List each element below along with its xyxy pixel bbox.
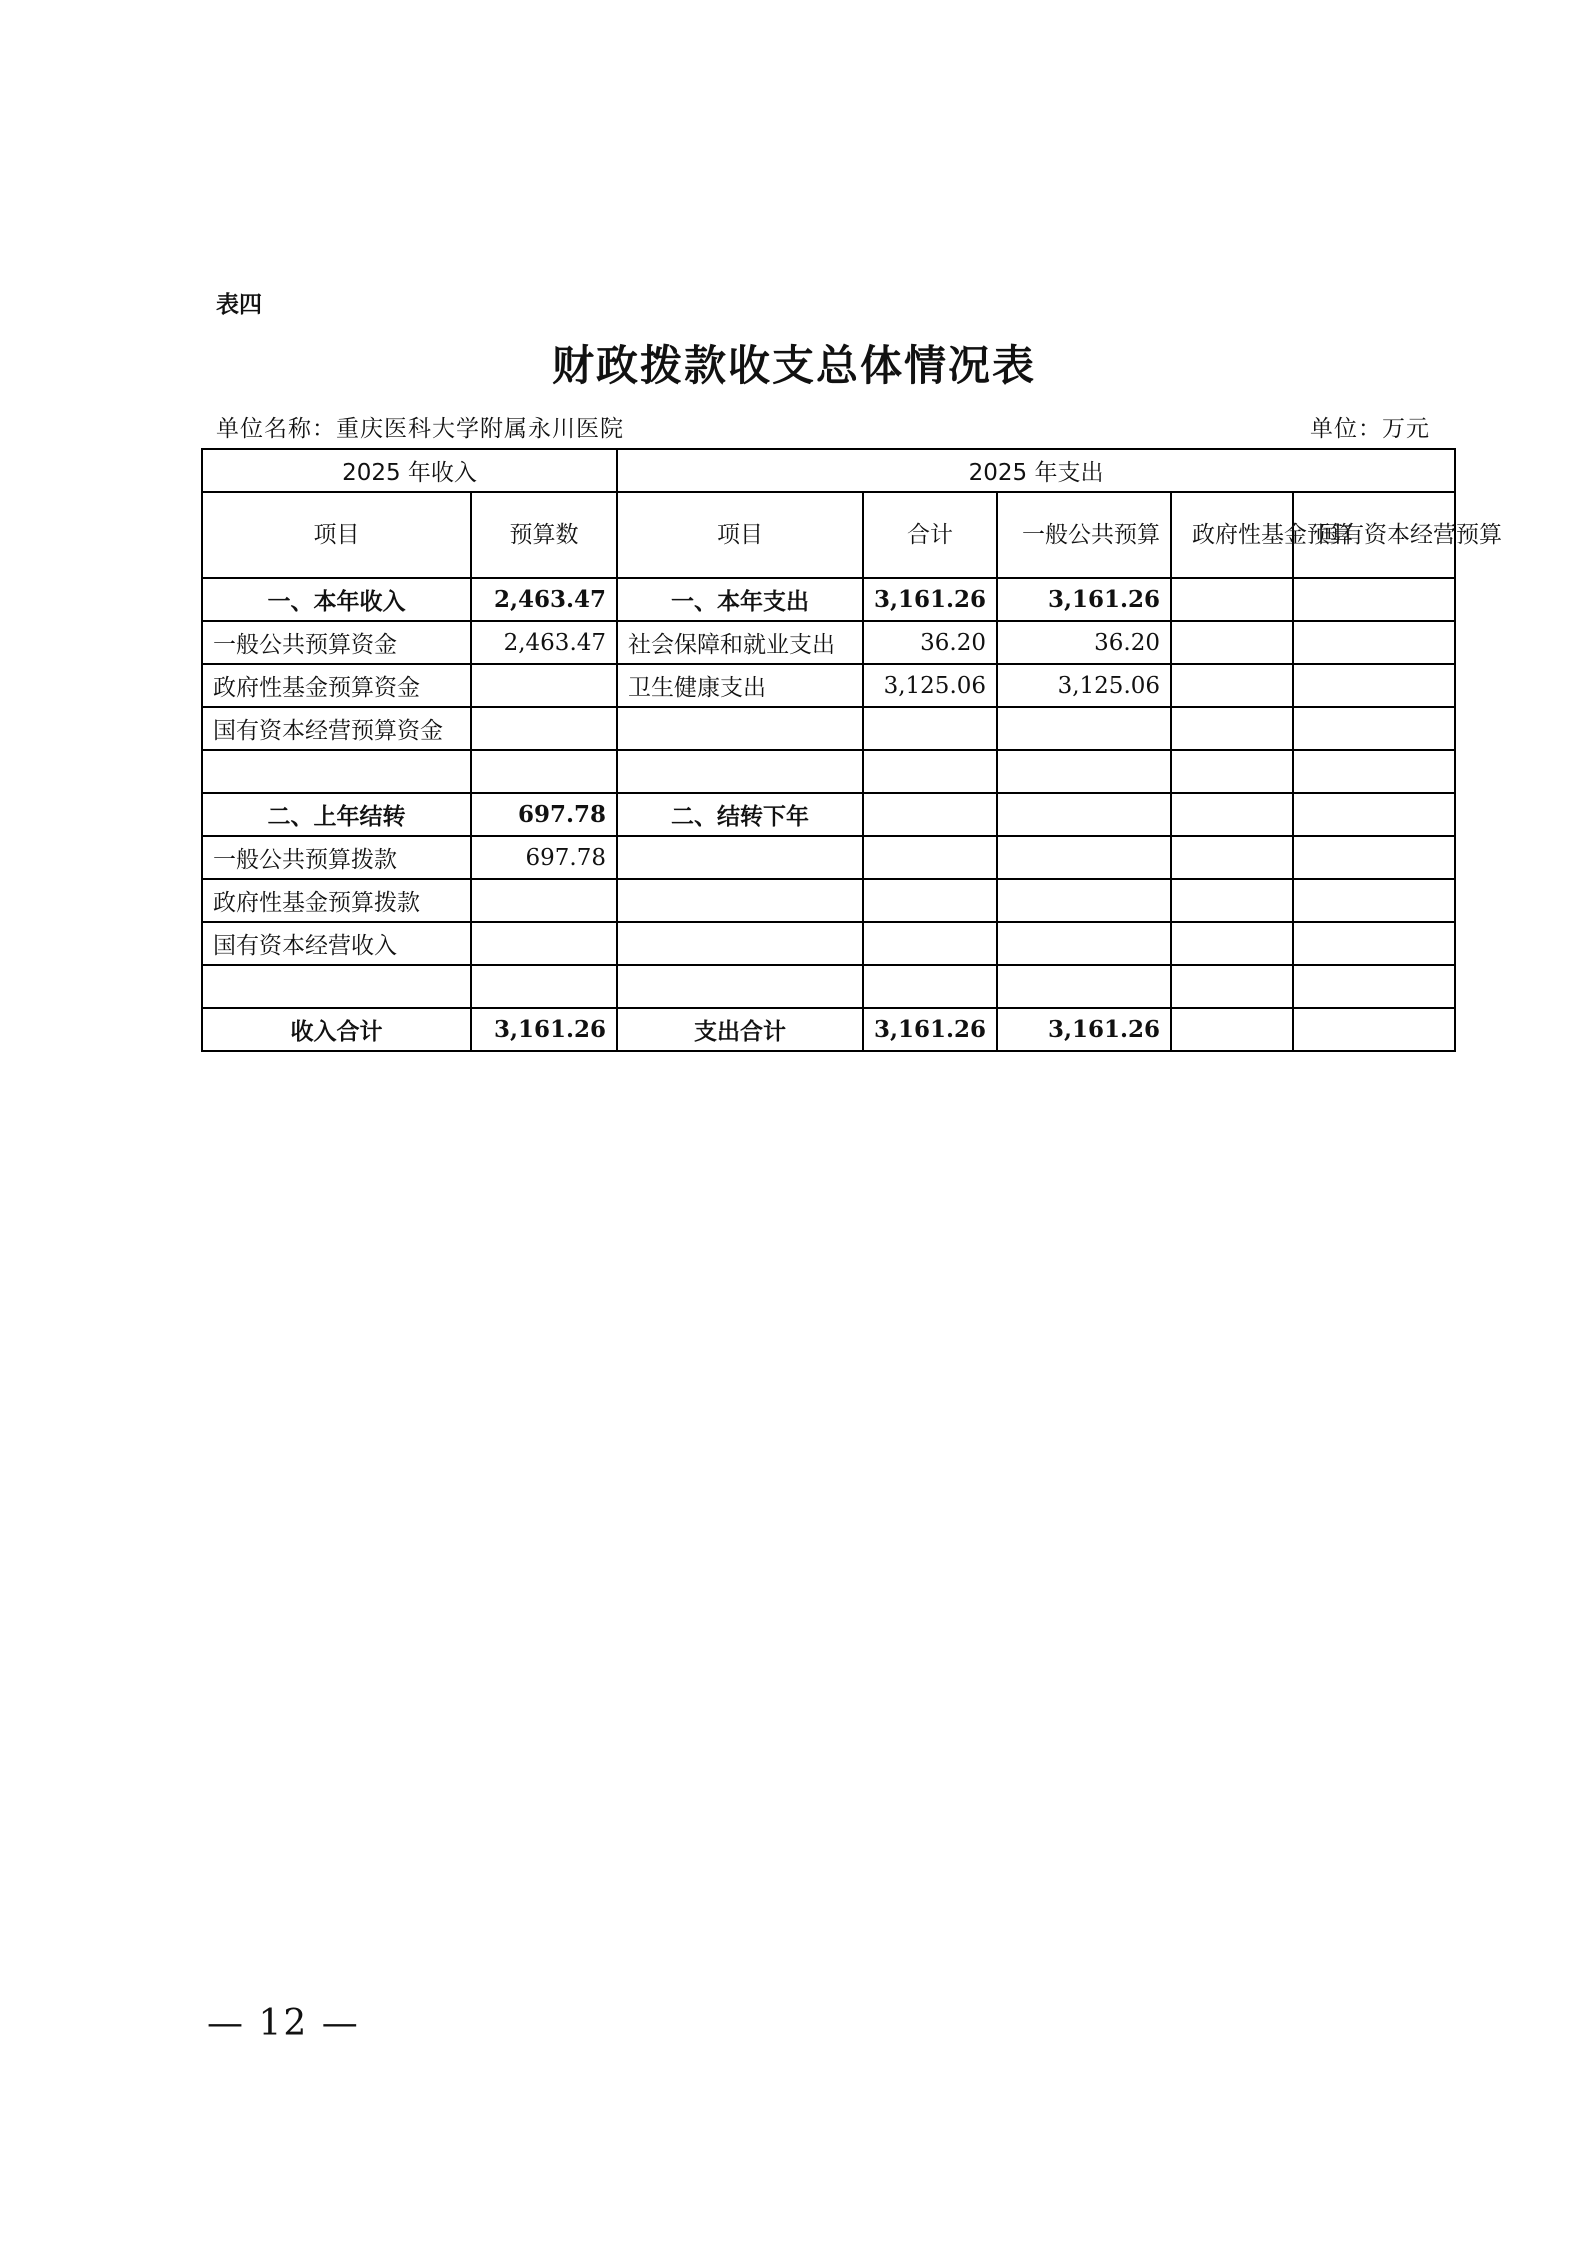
cell-total bbox=[863, 836, 997, 879]
table-row bbox=[202, 621, 1455, 664]
cell-state-capital bbox=[1293, 621, 1455, 664]
cell-state-capital bbox=[1293, 879, 1455, 922]
cell-income-item: 政府性基金预算拨款 bbox=[202, 879, 471, 922]
cell-income-item: 收入合计 bbox=[202, 1008, 471, 1051]
cell-expense-item bbox=[617, 750, 863, 793]
cell-total bbox=[863, 707, 997, 750]
cell-expense-item bbox=[617, 707, 863, 750]
cell-income-item bbox=[202, 750, 471, 793]
cell-gov-fund bbox=[1171, 707, 1293, 750]
cell-total: 3,125.06 bbox=[863, 664, 997, 707]
cell-general-public bbox=[997, 879, 1171, 922]
cell-gov-fund bbox=[1171, 965, 1293, 1008]
cell-income-budget bbox=[471, 879, 617, 922]
cell-total: 3,161.26 bbox=[863, 578, 997, 621]
table-row bbox=[202, 750, 1455, 793]
cell-general-public bbox=[997, 965, 1171, 1008]
cell-gov-fund bbox=[1171, 836, 1293, 879]
cell-gov-fund bbox=[1171, 578, 1293, 621]
cell-expense-item: 社会保障和就业支出 bbox=[617, 621, 863, 664]
cell-expense-item bbox=[617, 879, 863, 922]
table-row bbox=[202, 922, 1455, 965]
cell-gov-fund bbox=[1171, 879, 1293, 922]
table-label: 表四 bbox=[216, 292, 262, 318]
cell-expense-item: 支出合计 bbox=[617, 1008, 863, 1051]
cell-income-item: 一般公共预算资金 bbox=[202, 621, 471, 664]
table-row bbox=[202, 664, 1455, 707]
income-item-header: 项目 bbox=[202, 492, 471, 578]
cell-income-budget bbox=[471, 664, 617, 707]
general-public-header: 一般公共预算 bbox=[997, 492, 1171, 578]
financial-table bbox=[201, 448, 1503, 1052]
cell-general-public bbox=[997, 707, 1171, 750]
total-header: 合计 bbox=[863, 492, 997, 578]
table-row bbox=[202, 793, 1455, 836]
cell-state-capital bbox=[1293, 750, 1455, 793]
cell-state-capital bbox=[1293, 922, 1455, 965]
document-title: 财政拨款收支总体情况表 bbox=[551, 341, 1036, 390]
cell-total: 36.20 bbox=[863, 621, 997, 664]
expense-item-header: 项目 bbox=[617, 492, 863, 578]
cell-gov-fund bbox=[1171, 621, 1293, 664]
cell-general-public bbox=[997, 793, 1171, 836]
cell-general-public bbox=[997, 922, 1171, 965]
cell-income-item: 一、本年收入 bbox=[202, 578, 471, 621]
cell-gov-fund bbox=[1171, 1008, 1293, 1051]
cell-income-budget: 2,463.47 bbox=[471, 578, 617, 621]
cell-expense-item bbox=[617, 836, 863, 879]
cell-general-public: 36.20 bbox=[997, 621, 1171, 664]
cell-expense-item: 卫生健康支出 bbox=[617, 664, 863, 707]
cell-total bbox=[863, 922, 997, 965]
table-row bbox=[202, 836, 1455, 879]
cell-income-item: 国有资本经营收入 bbox=[202, 922, 471, 965]
cell-total bbox=[863, 879, 997, 922]
income-group-header: 2025 年收入 bbox=[202, 449, 617, 492]
header-group-row bbox=[202, 449, 1455, 492]
cell-total: 3,161.26 bbox=[863, 1008, 997, 1051]
table-row bbox=[202, 879, 1455, 922]
cell-general-public bbox=[997, 836, 1171, 879]
cell-income-budget: 697.78 bbox=[471, 793, 617, 836]
gov-fund-header: 政府性基金预算 bbox=[1171, 492, 1293, 578]
cell-state-capital bbox=[1293, 578, 1455, 621]
cell-income-budget: 697.78 bbox=[471, 836, 617, 879]
cell-general-public: 3,125.06 bbox=[997, 664, 1171, 707]
cell-income-item: 政府性基金预算资金 bbox=[202, 664, 471, 707]
cell-income-item: 二、上年结转 bbox=[202, 793, 471, 836]
cell-income-budget: 2,463.47 bbox=[471, 621, 617, 664]
cell-expense-item: 二、结转下年 bbox=[617, 793, 863, 836]
income-budget-header: 预算数 bbox=[471, 492, 617, 578]
expense-group-header: 2025 年支出 bbox=[617, 449, 1455, 492]
table-row bbox=[202, 1008, 1455, 1051]
table-row bbox=[202, 965, 1455, 1008]
cell-total bbox=[863, 750, 997, 793]
cell-income-budget: 3,161.26 bbox=[471, 1008, 617, 1051]
cell-general-public bbox=[997, 750, 1171, 793]
cell-general-public: 3,161.26 bbox=[997, 1008, 1171, 1051]
cell-income-budget bbox=[471, 750, 617, 793]
cell-income-budget bbox=[471, 922, 617, 965]
cell-state-capital bbox=[1293, 707, 1455, 750]
table-row bbox=[202, 707, 1455, 750]
unit-name: 单位名称：重庆医科大学附属永川医院 bbox=[216, 416, 624, 442]
table-row bbox=[202, 578, 1455, 621]
cell-income-item: 一般公共预算拨款 bbox=[202, 836, 471, 879]
cell-gov-fund bbox=[1171, 922, 1293, 965]
cell-gov-fund bbox=[1171, 793, 1293, 836]
cell-income-budget bbox=[471, 965, 617, 1008]
cell-expense-item bbox=[617, 922, 863, 965]
cell-state-capital bbox=[1293, 1008, 1455, 1051]
cell-income-item: 国有资本经营预算资金 bbox=[202, 707, 471, 750]
page-number: — 12 — bbox=[207, 2003, 360, 2044]
cell-income-item bbox=[202, 965, 471, 1008]
cell-state-capital bbox=[1293, 793, 1455, 836]
cell-total bbox=[863, 965, 997, 1008]
cell-general-public: 3,161.26 bbox=[997, 578, 1171, 621]
cell-gov-fund bbox=[1171, 664, 1293, 707]
unit-label: 单位：万元 bbox=[1310, 416, 1430, 442]
header-column-row bbox=[202, 492, 1455, 578]
cell-gov-fund bbox=[1171, 750, 1293, 793]
cell-total bbox=[863, 793, 997, 836]
cell-state-capital bbox=[1293, 965, 1455, 1008]
cell-state-capital bbox=[1293, 664, 1455, 707]
state-capital-header: 国有资本经营预算 bbox=[1293, 492, 1455, 578]
cell-expense-item: 一、本年支出 bbox=[617, 578, 863, 621]
cell-expense-item bbox=[617, 965, 863, 1008]
cell-income-budget bbox=[471, 707, 617, 750]
cell-state-capital bbox=[1293, 836, 1455, 879]
